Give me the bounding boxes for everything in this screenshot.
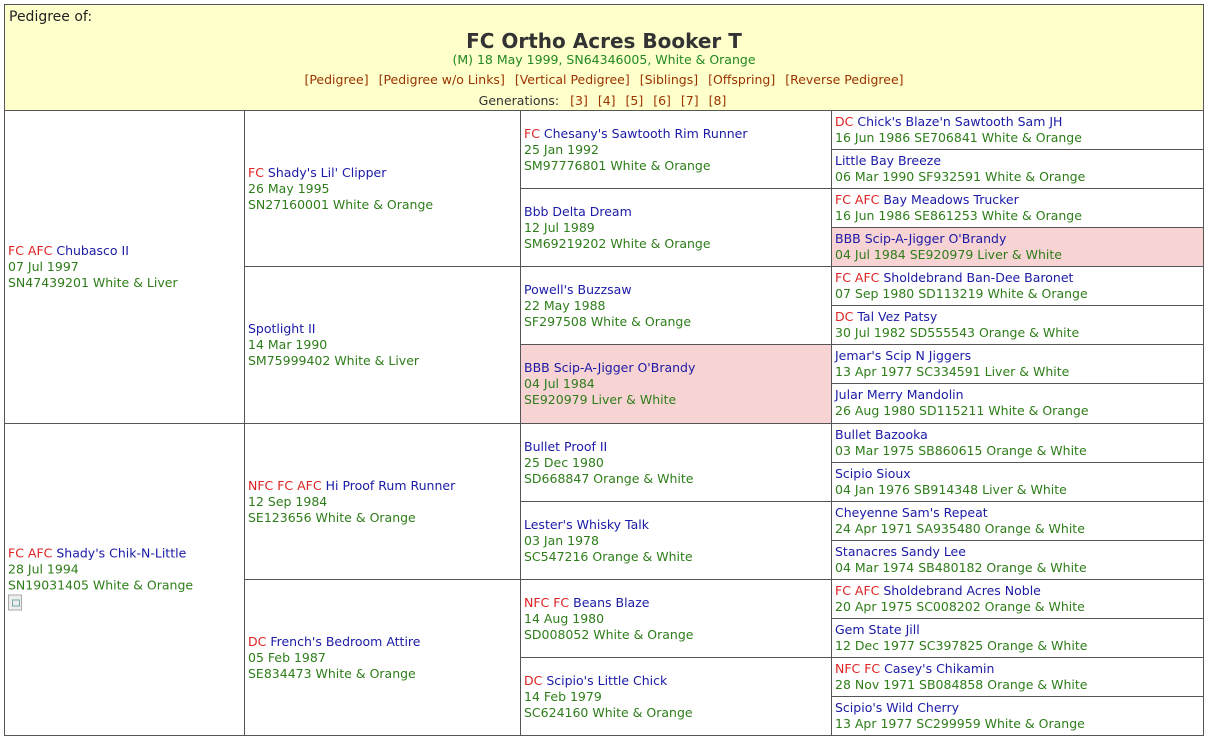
dog-registration: SM75999402 White & Liver (248, 353, 420, 368)
dog-name-link[interactable]: Hi Proof Rum Runner (325, 477, 456, 493)
dog-name-link[interactable]: Spotlight II (248, 321, 316, 336)
pedigree-cell (831, 423, 1204, 463)
dog-registration: SN27160001 White & Orange (248, 196, 434, 212)
dog-titles: FC AFC (8, 545, 53, 560)
pedigree-cell (831, 696, 1204, 736)
pedigree-cell (520, 110, 832, 189)
pedigree-cell (244, 423, 521, 580)
generations-selector (5, 93, 1203, 108)
dog-name-link[interactable]: Scipio's Wild Cherry (835, 700, 959, 715)
dog-name-link[interactable]: Jemar's Scip N Jiggers (835, 348, 972, 363)
pedigree-cell (831, 657, 1204, 697)
generations-8-link[interactable]: [8] (708, 93, 727, 108)
dog-details: 04 Jul 1984 SE920979 Liver & White (835, 247, 1062, 262)
dog-name-link[interactable]: Bullet Bazooka (835, 427, 928, 442)
dog-name-link[interactable]: Scipio's Little Chick (546, 672, 668, 688)
link-vertical-pedigree[interactable]: [Vertical Pedigree] (514, 72, 630, 87)
dog-titles: NFC FC AFC (248, 477, 322, 493)
dog-name-link[interactable]: Sholdebrand Acres Noble (883, 583, 1041, 598)
dog-birth-date: 03 Jan 1978 (524, 532, 599, 548)
dog-name-link[interactable]: Gem State Jill (835, 622, 920, 637)
dog-registration: SE123656 White & Orange (248, 509, 416, 525)
dog-registration: SE834473 White & Orange (248, 665, 416, 681)
dog-registration: SD668847 Orange & White (524, 470, 694, 486)
dog-titles: FC AFC (835, 583, 880, 598)
dog-birth-date: 25 Jan 1992 (524, 141, 599, 157)
dog-birth-date: 14 Mar 1990 (248, 337, 328, 352)
dog-registration: SM97776801 White & Orange (524, 157, 711, 173)
dog-birth-date: 07 Jul 1997 (8, 259, 79, 274)
pedigree-cell (831, 501, 1204, 541)
dog-details: 20 Apr 1975 SC008202 Orange & White (835, 599, 1085, 614)
dog-name-link[interactable]: Chick's Blaze'n Sawtooth Sam JH (857, 114, 1063, 129)
dog-titles: FC AFC (835, 270, 880, 285)
dog-birth-date: 14 Aug 1980 (524, 610, 605, 626)
generations-3-link[interactable]: [3] (570, 93, 588, 108)
dog-details: 26 Aug 1980 SD115211 White & Orange (835, 403, 1089, 418)
link-pedigree-without-links[interactable]: [Pedigree w/o Links] (378, 72, 505, 87)
dog-titles: DC (835, 309, 854, 324)
dog-titles: FC (524, 125, 540, 141)
dog-registration: SM69219202 White & Orange (524, 235, 711, 251)
dog-name-link[interactable]: Sholdebrand Ban-Dee Baronet (883, 270, 1074, 285)
dog-registration: SC547216 Orange & White (524, 548, 693, 564)
dog-birth-date: 04 Jul 1984 (524, 376, 595, 391)
dog-name-link[interactable]: Beans Blaze (573, 594, 650, 610)
dog-name-link[interactable]: Bbb Delta Dream (524, 203, 632, 219)
link-offspring[interactable]: [Offspring] (708, 72, 776, 87)
pedigree-cell (831, 540, 1204, 580)
dog-titles: FC (248, 164, 264, 180)
dog-details: 13 Apr 1977 SC334591 Liver & White (835, 364, 1070, 379)
dog-titles: DC (248, 633, 267, 649)
link-siblings[interactable]: [Siblings] (639, 72, 699, 87)
dog-name-link[interactable]: BBB Scip-A-Jigger O'Brandy (835, 231, 1007, 246)
generations-5-link[interactable]: [5] (625, 93, 644, 108)
pedigree-cell (4, 110, 245, 424)
dog-birth-date: 26 May 1995 (248, 180, 330, 196)
dog-titles: FC AFC (835, 192, 880, 207)
dog-name-link[interactable]: Casey's Chikamin (884, 661, 995, 676)
dog-name-link[interactable]: Shady's Lil' Clipper (267, 164, 387, 180)
dog-titles: NFC FC (524, 594, 570, 610)
dog-titles: FC AFC (8, 243, 53, 258)
dog-details: 24 Apr 1971 SA935480 Orange & White (835, 521, 1085, 536)
pedigree-cell (520, 501, 832, 580)
dog-titles: NFC FC (835, 661, 881, 676)
dog-registration: SN19031405 White & Orange (8, 577, 194, 592)
dog-birth-date: 12 Sep 1984 (248, 493, 328, 509)
pedigree-cell (244, 110, 521, 267)
dog-registration: SN47439201 White & Liver (8, 275, 178, 290)
pedigree-cell (831, 618, 1204, 658)
dog-registration: SC624160 White & Orange (524, 704, 693, 720)
pedigree-cell (831, 188, 1204, 228)
pedigree-cell (520, 344, 832, 424)
dog-name-link[interactable]: BBB Scip-A-Jigger O'Brandy (524, 360, 696, 375)
pedigree-cell (520, 579, 832, 658)
pedigree-cell (831, 227, 1204, 267)
dog-birth-date: 28 Jul 1994 (8, 561, 79, 576)
dog-name-link[interactable]: Chubasco II (56, 243, 129, 258)
dog-name-link[interactable]: Bullet Proof II (524, 438, 608, 454)
pedigree-cell (831, 383, 1204, 424)
pedigree-cell (831, 110, 1204, 150)
generations-label: Generations: (478, 93, 560, 108)
generations-7-link[interactable]: [7] (680, 93, 699, 108)
dog-birth-date: 25 Dec 1980 (524, 454, 604, 470)
dog-details: 13 Apr 1977 SC299959 White & Orange (835, 716, 1085, 731)
dog-details: 16 Jun 1986 SE706841 White & Orange (835, 130, 1082, 145)
dog-details: 07 Sep 1980 SD113219 White & Orange (835, 286, 1088, 301)
dog-name-link[interactable]: Lester's Whisky Talk (524, 516, 649, 532)
dog-details: 04 Mar 1974 SB480182 Orange & White (835, 560, 1087, 575)
pedigree-cell (244, 266, 521, 424)
dog-name-link[interactable]: Shady's Chik-N-Little (56, 545, 187, 560)
dog-name-link[interactable]: Jular Merry Mandolin (835, 387, 964, 402)
broken-image-icon (8, 594, 22, 610)
pedigree-cell (520, 266, 832, 345)
pedigree-cell (831, 344, 1204, 384)
dog-name-link[interactable]: Chesany's Sawtooth Rim Runner (543, 125, 748, 141)
link-reverse-pedigree[interactable]: [Reverse Pedigree] (785, 72, 904, 87)
dog-birth-date: 14 Feb 1979 (524, 688, 602, 704)
pedigree-cell (831, 579, 1204, 619)
dog-registration: SE920979 Liver & White (524, 392, 677, 407)
subject-details: (M) 18 May 1999, SN64346005, White & Orange (452, 52, 756, 67)
dog-titles: DC (835, 114, 854, 129)
pedigree-of-label: Pedigree of: (9, 9, 93, 25)
dog-details: 28 Nov 1971 SB084858 Orange & White (835, 677, 1088, 692)
dog-details: 30 Jul 1982 SD555543 Orange & White (835, 325, 1080, 340)
dog-titles: DC (524, 672, 543, 688)
dog-name-link[interactable]: Stanacres Sandy Lee (835, 544, 966, 559)
dog-details: 06 Mar 1990 SF932591 White & Orange (835, 169, 1086, 184)
pedigree-cell (831, 305, 1204, 345)
dog-name-link[interactable]: Bay Meadows Trucker (883, 192, 1019, 207)
generations-4-link[interactable]: [4] (597, 93, 616, 108)
pedigree-cell (520, 657, 832, 736)
pedigree-cell (520, 423, 832, 502)
pedigree-cell (831, 149, 1204, 189)
pedigree-cell (4, 423, 245, 736)
pedigree-cell (520, 188, 832, 267)
dog-details: 03 Mar 1975 SB860615 Orange & White (835, 443, 1087, 458)
pedigree-cell (831, 462, 1204, 502)
dog-details: 12 Dec 1977 SC397825 Orange & White (835, 638, 1088, 653)
dog-name-link[interactable]: Scipio Sioux (835, 466, 911, 481)
dog-details: 04 Jan 1976 SB914348 Liver & White (835, 482, 1067, 497)
page-title: FC Ortho Acres Booker T (466, 29, 742, 53)
dog-name-link[interactable]: French's Bedroom Attire (270, 633, 421, 649)
dog-details: 16 Jun 1986 SE861253 White & Orange (835, 208, 1082, 223)
pedigree-cell (831, 266, 1204, 306)
dog-name-link[interactable]: Cheyenne Sam's Repeat (835, 505, 988, 520)
dog-birth-date: 22 May 1988 (524, 297, 606, 313)
dog-birth-date: 05 Feb 1987 (248, 649, 326, 665)
link-pedigree[interactable]: [Pedigree] (304, 72, 369, 87)
dog-name-link[interactable]: Tal Vez Patsy (857, 309, 938, 324)
dog-name-link[interactable]: Little Bay Breeze (835, 153, 942, 168)
dog-name-link[interactable]: Powell's Buzzsaw (524, 281, 632, 297)
generations-6-link[interactable]: [6] (653, 93, 671, 108)
dog-birth-date: 12 Jul 1989 (524, 219, 595, 235)
dog-registration: SF297508 White & Orange (524, 313, 692, 329)
pedigree-cell (244, 579, 521, 736)
dog-registration: SD008052 White & Orange (524, 626, 694, 642)
pedigree-header (4, 4, 1204, 111)
view-links (5, 72, 1203, 87)
